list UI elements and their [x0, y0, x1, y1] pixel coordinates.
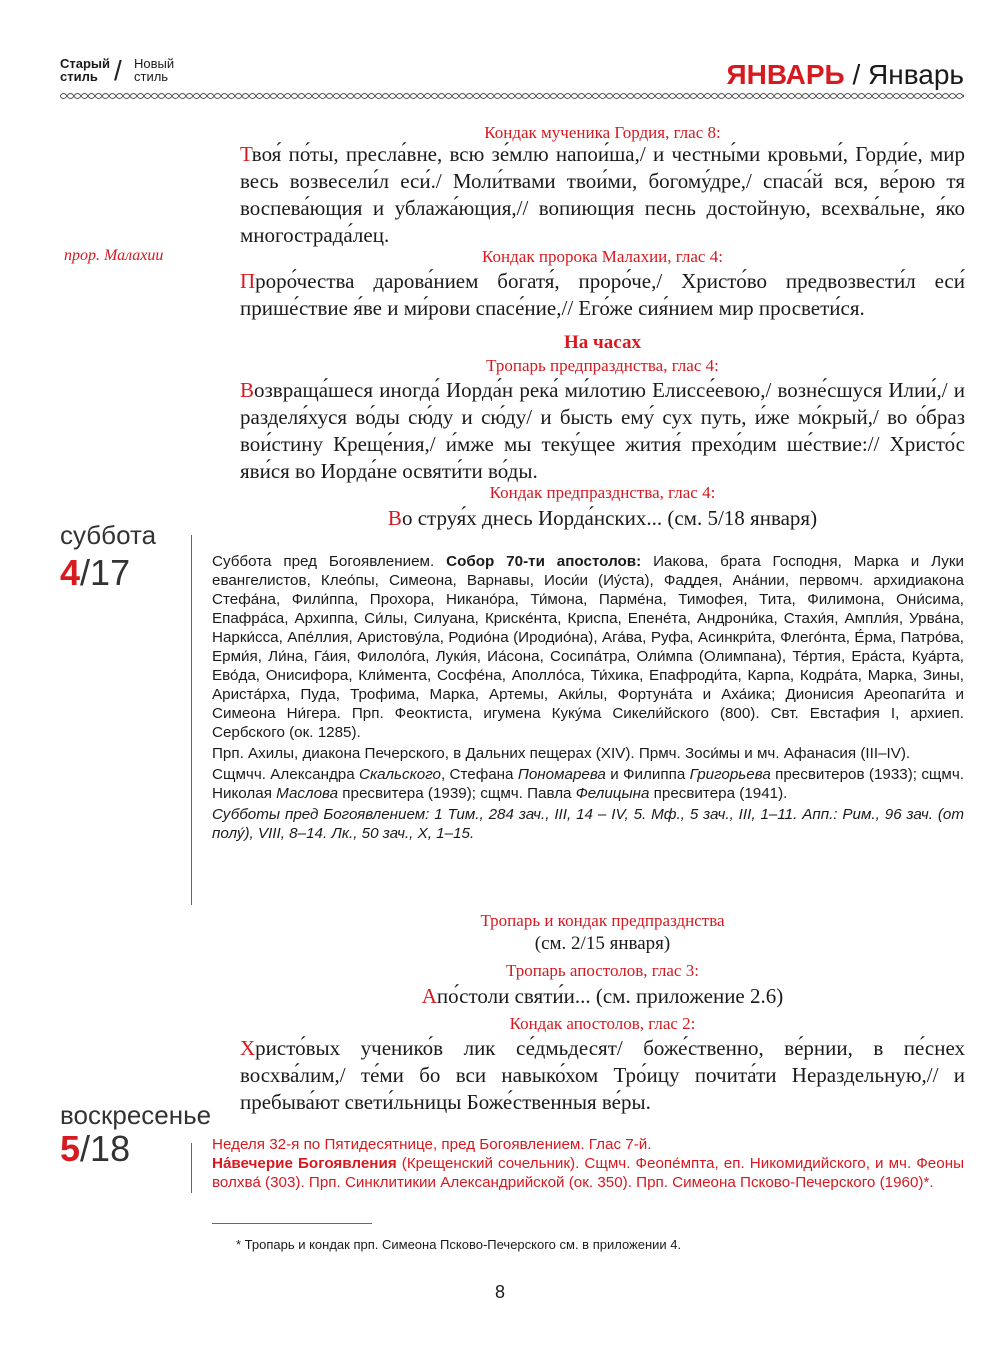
- entry1-paragraph-1: [212, 552, 964, 742]
- day1-new: 17: [90, 552, 131, 593]
- na-chasakh-heading: На часах: [564, 332, 641, 353]
- entry1-p3-e: пресвитера (1939); сщмч. Павла: [338, 785, 576, 802]
- day1-weekday: суббота: [60, 520, 157, 550]
- entry1-p1-bold: Собор 70-ти апостолов:: [446, 553, 642, 570]
- apostles-kondak-initial: Х: [240, 1036, 256, 1060]
- day2-weekday: воскресенье: [60, 1100, 212, 1130]
- day2-old: 5: [60, 1128, 81, 1169]
- footnote: * Тропарь и кондак прп. Симеона Псково-Печерского см. в приложении 4.: [236, 1237, 682, 1252]
- entry2-rest: (Крещенский сочельник). Сщмч. Феопе́мпта, еп. Никомидийского, и мч. Феоны волхва́ (303). Прп. Синклитикии Александрийской (ок. 350). Прп. Симеона Псково-Печерского (1960)*.: [212, 1155, 964, 1191]
- entry1-p3-c: и Филиппа: [605, 766, 690, 783]
- kondak-gordiy-body: воя́ по́ты, пресла́вне, всю зе́млю напои́ша,/ и честны́ми кровьми́, Горди́е, мир весь возвесели́л еси́./ Моли́твами твои́ми, богому́дре,/ спаса́й вся, ве́рою тя воспева́ющия и ублажа́ющия,// вопиющия песнь достойную, всехва́льне, я́ко многострада́лец.: [240, 142, 965, 247]
- entry1-p3-a: Сщмчч. Александра: [212, 766, 360, 783]
- day2-vertical-rule: [191, 1143, 192, 1193]
- month-caps: ЯНВАРЬ: [726, 59, 845, 90]
- apostles-kondak-body: ристо́вых ученико́в лик се́дмьдесят/ боже́ственно, ве́рнии, в пе́снех восхва́лим,/ те́ми бо вси навыко́хом Тро́ицу почита́ти Нераздельную,// и пребыва́ют свети́льницы Боже́ственныя ве́ры.: [240, 1036, 965, 1114]
- page-number: 8: [494, 1282, 505, 1302]
- apostles-troparion-text: [240, 983, 965, 1010]
- troparion-forefeast-title: Тропарь предпразднства, глас 4:: [486, 356, 719, 375]
- kondak-forefeast-text: [240, 505, 965, 532]
- footnote-rule: [212, 1223, 372, 1224]
- entry1-p3-i5: Фелицына: [575, 785, 650, 802]
- troparion-forefeast-text: [240, 377, 965, 485]
- month-sep: /: [844, 59, 869, 90]
- day2-new: 18: [90, 1128, 131, 1169]
- day1-vertical-rule: [191, 535, 192, 905]
- month-name: Январь: [868, 59, 964, 90]
- entry1-p1-b: Иакова, брата Господня, Марка и Луки евангелистов, Клео́пы, Симеона, Варнавы, Иоси́и (Иу́ста), Фаддея, Ана́нии, первомч. архидиакона Стефа́на, Фили́ппа, Прохора, Никано́ра, Ти́мона, Парме́на, Тимофея, Тита, Филимона, Они́сима, Епафра́са, Архиппа, Си́лы, Силуана, Криске́нта, Криспа, Епене́та, Андрони́ка, Стахи́я, Ампли́я, Урва́на, Нарки́сса, Апе́ллия, Аристову́ла, Родио́на (Иродио́на), Ага́ва, Руфа, Асинкри́та, Флего́нта, Е́рма, Патро́ва, Ерми́я, Ли́на, Га́ия, Филоло́га, Луки́я, Иа́сона, Сосипа́тра, Оли́мпа (Олимпана), Те́ртия, Ера́ста, Куа́рта, Ево́да, Онисифора, Кли́мента, Сосфе́на, Аполло́са, Ти́хика, Епафроди́та, Карпа, Кодра́та, Марка, Зины, Ариста́рха, Пуда, Трофима, Марка, Артемы, Аки́лы, Фортуна́та и Аха́ика; Дионисия Ареопаги́та и Симеона Ни́гера. Прп. Феоктиста, игумена Куку́ма Сикели́йского (800). Свт. Евстафия I, архиеп. Сербского (ок. 1285).: [212, 553, 964, 741]
- day2-sep: /: [80, 1128, 91, 1169]
- entry1-p3-i3: Григорьева: [689, 766, 771, 783]
- entry2-bold: На́вечерие Богоявления: [212, 1155, 397, 1172]
- entry1-paragraph-3: [212, 765, 964, 803]
- style-slash: /: [114, 55, 122, 86]
- old-style-label: Старый стиль: [60, 56, 111, 84]
- kondak-malakhi-title: Кондак пророка Малахии, глас 4:: [482, 247, 723, 266]
- entry1-p3-b: , Стефана: [440, 766, 518, 783]
- feast-title: Тропарь и кондак предпразднства: [480, 911, 725, 930]
- new-style-label: Новый стиль: [134, 56, 175, 84]
- kondak-forefeast-initial: В: [387, 506, 402, 530]
- kondak-gordiy-initial: Т: [240, 142, 252, 166]
- kondak-gordiy-title: Кондак мученика Гордия, глас 8:: [484, 123, 721, 142]
- apostles-troparion-title: Тропарь апостолов, глас 3:: [506, 961, 699, 980]
- feast-ref: (см. 2/15 января): [534, 933, 671, 954]
- day2-entry: [212, 1135, 964, 1192]
- kondak-malakhi-initial: П: [240, 269, 256, 293]
- day1-entry: [212, 552, 964, 843]
- troparion-forefeast-body: озвраща́шеся иногда́ Иорда́н река́ ми́лотию Елиссе́евою,/ возне́сшуся Илии́,/ и разделя́хуся во́ды сю́ду и сю́ду/ и бысть ему́ сух путь, и́же мо́крый,/ во о́браз вои́стину Креще́ния,/ и́мже мы теку́щее жития́ прехо́дим ше́ствие:// Христо́с яви́ся во Иорда́не освяти́ти во́ды.: [240, 378, 965, 483]
- entry1-readings: Субботы пред Богоявлением: 1 Тим., 284 зач., III, 14 – IV, 5. Мф., 5 зач., III, 1–11. Апп.: Рим., 96 зач. (от полу́), VIII, 8–14. Лк., 50 зач., Х, 1–15.: [212, 806, 964, 842]
- entry1-p1-a: Суббота пред Богоявлением.: [212, 553, 447, 570]
- ornament-border: [60, 91, 964, 101]
- kondak-malakhi-body: роро́чества дарова́нием богатя́, проро́че,/ Христо́во предвозвести́л еси́ прише́ствие я́ве и ми́рови спасе́ние,// Его́же сия́нием мир просвети́ся.: [240, 269, 965, 320]
- kondak-gordiy-text: [240, 141, 965, 249]
- entry1-paragraph-2: Прп. Ахилы, диакона Печерского, в Дальних пещерах (XIV). Прмч. Зоси́мы и мч. Афанасия (III–IV).: [212, 745, 911, 762]
- apostles-troparion-body: по́столи святи́и... (см. приложение 2.6): [436, 984, 784, 1008]
- entry1-p3-i1: Скальского: [359, 766, 441, 783]
- margin-note-malakhi: прор. Малахии: [64, 247, 164, 264]
- entry1-p3-d: пресвитеров (1933); сщмч. Николая: [212, 766, 964, 802]
- day1-old: 4: [60, 552, 81, 593]
- day2-date: [60, 1129, 130, 1169]
- entry1-p3-i2: Пономарева: [517, 766, 606, 783]
- entry1-p3-f: пресвитера (1941).: [649, 785, 788, 802]
- day1-date: [60, 553, 130, 593]
- month-title: [726, 60, 964, 90]
- apostles-kondak-text: [240, 1035, 965, 1116]
- kondak-malakhi-text: [240, 268, 965, 322]
- entry2-line1: Неделя 32-я по Пятидесятнице, пред Богоявлением. Глас 7-й.: [212, 1136, 652, 1153]
- troparion-forefeast-initial: В: [240, 378, 255, 402]
- entry2-paragraph: [212, 1154, 964, 1192]
- day1-sep: /: [80, 552, 91, 593]
- kondak-forefeast-title: Кондак предпразднства, глас 4:: [489, 483, 716, 502]
- kondak-forefeast-body: о струя́х днесь Иорда́нских... (см. 5/18 января): [401, 506, 818, 530]
- apostles-troparion-initial: А: [421, 984, 437, 1008]
- entry1-p3-i4: Маслова: [276, 785, 339, 802]
- apostles-kondak-title: Кондак апостолов, глас 2:: [509, 1014, 696, 1033]
